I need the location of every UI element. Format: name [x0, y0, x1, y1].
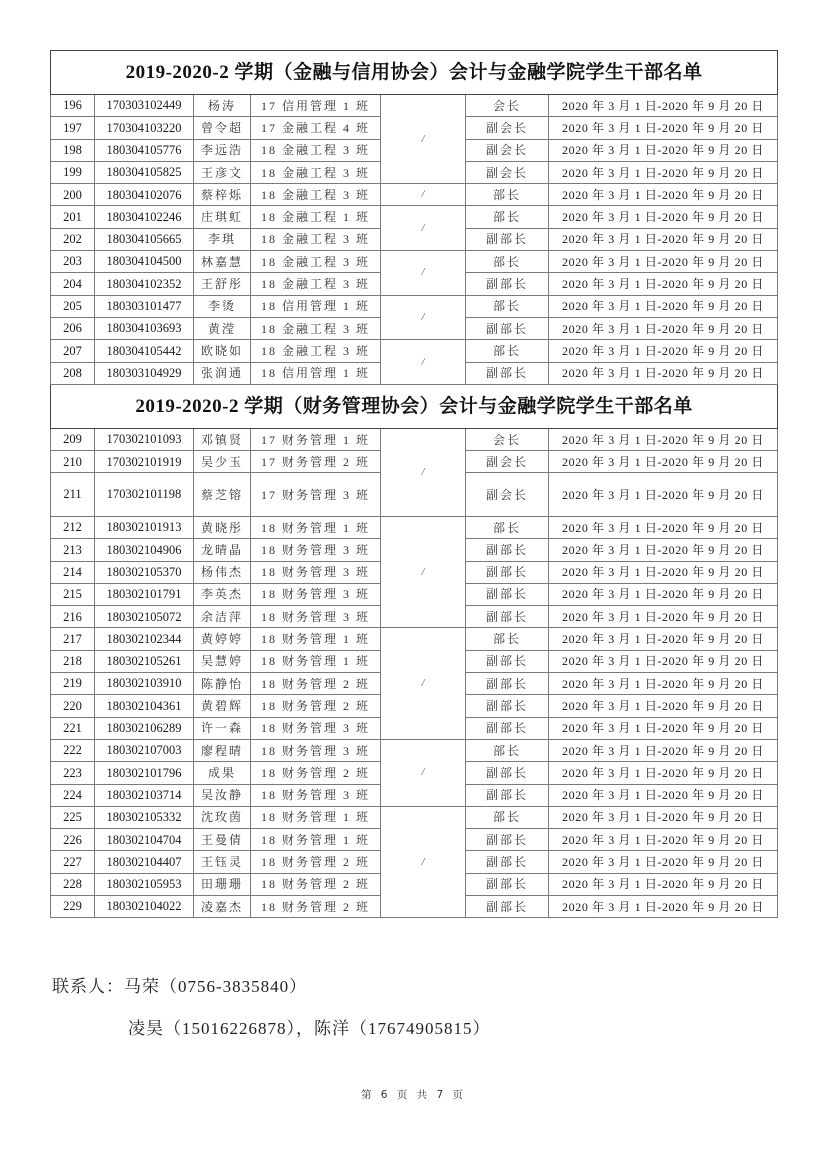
cell-class: 17 信用管理 1 班 [251, 95, 381, 117]
cell-student-id: 180303101477 [95, 295, 194, 317]
cell-serial-no: 224 [51, 784, 95, 806]
cell-serial-no: 203 [51, 251, 95, 273]
cell-serial-no: 212 [51, 516, 95, 538]
cell-position: 副部长 [466, 583, 549, 605]
cell-class: 17 财务管理 1 班 [251, 428, 381, 450]
contact-line-primary: 联系人：马荣（0756-3835840） [52, 977, 308, 996]
cell-student-name: 沈玫茵 [194, 806, 251, 828]
cell-student-name: 王彦文 [194, 161, 251, 183]
cell-class: 18 财务管理 2 班 [251, 873, 381, 895]
cell-serial-no: 216 [51, 606, 95, 628]
cell-serial-no: 205 [51, 295, 95, 317]
cell-term: 2020 年 3 月 1 日-2020 年 9 月 20 日 [549, 739, 778, 761]
section-title-row [51, 384, 778, 428]
cell-class: 18 财务管理 3 班 [251, 606, 381, 628]
cell-serial-no: 198 [51, 139, 95, 161]
cell-student-name: 林嘉慧 [194, 251, 251, 273]
cell-term: 2020 年 3 月 1 日-2020 年 9 月 20 日 [549, 606, 778, 628]
cell-student-name: 李英杰 [194, 583, 251, 605]
cell-serial-no: 220 [51, 695, 95, 717]
cell-department: / [381, 628, 466, 739]
cell-serial-no: 223 [51, 762, 95, 784]
cell-position: 部长 [466, 340, 549, 362]
cell-student-id: 180304105776 [95, 139, 194, 161]
cell-student-id: 180304102352 [95, 273, 194, 295]
cell-position: 副部长 [466, 873, 549, 895]
section-title: 2019-2020-2 学期（财务管理协会）会计与金融学院学生干部名单 [51, 384, 778, 428]
cell-student-name: 蔡芝镕 [194, 473, 251, 517]
cell-student-id: 180302105370 [95, 561, 194, 583]
cell-position: 部长 [466, 516, 549, 538]
cell-serial-no: 208 [51, 362, 95, 384]
cell-class: 18 财务管理 1 班 [251, 650, 381, 672]
table-row [51, 516, 778, 538]
cell-term: 2020 年 3 月 1 日-2020 年 9 月 20 日 [549, 228, 778, 250]
cell-class: 18 金融工程 3 班 [251, 139, 381, 161]
cell-class: 18 信用管理 1 班 [251, 295, 381, 317]
cell-class: 18 信用管理 1 班 [251, 362, 381, 384]
cell-term: 2020 年 3 月 1 日-2020 年 9 月 20 日 [549, 516, 778, 538]
cell-class: 18 财务管理 3 班 [251, 583, 381, 605]
cell-student-id: 180302107003 [95, 739, 194, 761]
cell-position: 部长 [466, 184, 549, 206]
cell-serial-no: 214 [51, 561, 95, 583]
cell-class: 18 财务管理 2 班 [251, 896, 381, 918]
cell-student-name: 杨伟杰 [194, 561, 251, 583]
cell-term: 2020 年 3 月 1 日-2020 年 9 月 20 日 [549, 340, 778, 362]
cell-term: 2020 年 3 月 1 日-2020 年 9 月 20 日 [549, 762, 778, 784]
cell-serial-no: 229 [51, 896, 95, 918]
cell-term: 2020 年 3 月 1 日-2020 年 9 月 20 日 [549, 628, 778, 650]
cell-student-name: 黄滢 [194, 317, 251, 339]
cell-class: 18 金融工程 3 班 [251, 228, 381, 250]
cell-department: / [381, 295, 466, 340]
cell-serial-no: 213 [51, 539, 95, 561]
cell-student-name: 黄婷婷 [194, 628, 251, 650]
cell-student-name: 曾令超 [194, 117, 251, 139]
cell-term: 2020 年 3 月 1 日-2020 年 9 月 20 日 [549, 251, 778, 273]
cell-class: 18 财务管理 2 班 [251, 695, 381, 717]
cell-student-id: 180304105825 [95, 161, 194, 183]
cell-student-id: 180302104407 [95, 851, 194, 873]
cell-class: 18 金融工程 3 班 [251, 251, 381, 273]
cell-student-id: 180302102344 [95, 628, 194, 650]
cell-position: 部长 [466, 628, 549, 650]
cell-term: 2020 年 3 月 1 日-2020 年 9 月 20 日 [549, 673, 778, 695]
cell-term: 2020 年 3 月 1 日-2020 年 9 月 20 日 [549, 161, 778, 183]
cell-department: / [381, 206, 466, 251]
cell-class: 18 财务管理 2 班 [251, 851, 381, 873]
cell-position: 副部长 [466, 606, 549, 628]
cell-student-name: 黄晓彤 [194, 516, 251, 538]
cell-department: / [381, 184, 466, 206]
cell-student-name: 吴汝静 [194, 784, 251, 806]
cell-serial-no: 218 [51, 650, 95, 672]
table-row [51, 340, 778, 362]
cell-student-id: 180304102246 [95, 206, 194, 228]
table-row [51, 184, 778, 206]
cell-class: 17 金融工程 4 班 [251, 117, 381, 139]
cell-student-name: 李琪 [194, 228, 251, 250]
cell-serial-no: 228 [51, 873, 95, 895]
cell-serial-no: 209 [51, 428, 95, 450]
cell-student-name: 张润通 [194, 362, 251, 384]
cell-class: 18 金融工程 3 班 [251, 161, 381, 183]
cell-class: 18 财务管理 1 班 [251, 628, 381, 650]
table-row [51, 806, 778, 828]
cell-student-name: 凌嘉杰 [194, 896, 251, 918]
cell-student-id: 180302101796 [95, 762, 194, 784]
cell-position: 副部长 [466, 829, 549, 851]
cell-term: 2020 年 3 月 1 日-2020 年 9 月 20 日 [549, 784, 778, 806]
cell-class: 18 金融工程 3 班 [251, 340, 381, 362]
cell-student-id: 180302101791 [95, 583, 194, 605]
cell-position: 副会长 [466, 139, 549, 161]
cell-student-name: 杨涛 [194, 95, 251, 117]
cell-class: 17 财务管理 3 班 [251, 473, 381, 517]
cell-class: 18 财务管理 3 班 [251, 539, 381, 561]
cell-class: 18 财务管理 3 班 [251, 561, 381, 583]
table-row [51, 428, 778, 450]
cell-student-name: 田珊珊 [194, 873, 251, 895]
cell-class: 18 金融工程 3 班 [251, 317, 381, 339]
cell-position: 会长 [466, 428, 549, 450]
cell-student-id: 180302103714 [95, 784, 194, 806]
cell-term: 2020 年 3 月 1 日-2020 年 9 月 20 日 [549, 873, 778, 895]
cell-student-id: 170303102449 [95, 95, 194, 117]
cell-term: 2020 年 3 月 1 日-2020 年 9 月 20 日 [549, 317, 778, 339]
cell-position: 部长 [466, 295, 549, 317]
cell-student-name: 余洁萍 [194, 606, 251, 628]
cell-position: 副部长 [466, 784, 549, 806]
table-row [51, 295, 778, 317]
cell-term: 2020 年 3 月 1 日-2020 年 9 月 20 日 [549, 896, 778, 918]
cell-term: 2020 年 3 月 1 日-2020 年 9 月 20 日 [549, 695, 778, 717]
cell-student-name: 蔡梓烁 [194, 184, 251, 206]
cell-position: 副部长 [466, 896, 549, 918]
cell-position: 副部长 [466, 317, 549, 339]
table-row [51, 628, 778, 650]
cell-department: / [381, 251, 466, 296]
cell-position: 部长 [466, 206, 549, 228]
cell-class: 18 财务管理 1 班 [251, 829, 381, 851]
cell-class: 18 财务管理 1 班 [251, 516, 381, 538]
cell-serial-no: 227 [51, 851, 95, 873]
cell-position: 部长 [466, 251, 549, 273]
cell-term: 2020 年 3 月 1 日-2020 年 9 月 20 日 [549, 117, 778, 139]
cell-term: 2020 年 3 月 1 日-2020 年 9 月 20 日 [549, 561, 778, 583]
cell-position: 副会长 [466, 451, 549, 473]
cell-class: 18 财务管理 2 班 [251, 762, 381, 784]
cell-class: 18 金融工程 3 班 [251, 273, 381, 295]
cell-student-id: 180302105072 [95, 606, 194, 628]
cell-serial-no: 207 [51, 340, 95, 362]
cell-student-id: 180302103910 [95, 673, 194, 695]
table-row [51, 95, 778, 117]
cell-serial-no: 226 [51, 829, 95, 851]
cell-class: 18 财务管理 2 班 [251, 673, 381, 695]
cell-student-id: 180304105665 [95, 228, 194, 250]
cell-serial-no: 225 [51, 806, 95, 828]
cell-term: 2020 年 3 月 1 日-2020 年 9 月 20 日 [549, 851, 778, 873]
cell-serial-no: 206 [51, 317, 95, 339]
cell-department: / [381, 806, 466, 917]
cell-student-id: 180302106289 [95, 717, 194, 739]
roster-body [51, 51, 778, 918]
cell-position: 副部长 [466, 561, 549, 583]
cell-student-id: 180302104361 [95, 695, 194, 717]
cell-class: 18 财务管理 3 班 [251, 739, 381, 761]
cell-term: 2020 年 3 月 1 日-2020 年 9 月 20 日 [549, 206, 778, 228]
cell-student-name: 李远浩 [194, 139, 251, 161]
cell-class: 18 金融工程 1 班 [251, 206, 381, 228]
cell-student-id: 170304103220 [95, 117, 194, 139]
cell-serial-no: 215 [51, 583, 95, 605]
cell-student-id: 170302101093 [95, 428, 194, 450]
cell-department: / [381, 516, 466, 627]
cell-student-name: 陈静怡 [194, 673, 251, 695]
cell-serial-no: 201 [51, 206, 95, 228]
cell-position: 副部长 [466, 717, 549, 739]
cell-term: 2020 年 3 月 1 日-2020 年 9 月 20 日 [549, 539, 778, 561]
cell-student-id: 170302101919 [95, 451, 194, 473]
cell-serial-no: 196 [51, 95, 95, 117]
cell-student-name: 黄碧辉 [194, 695, 251, 717]
cell-student-name: 许一森 [194, 717, 251, 739]
cell-serial-no: 221 [51, 717, 95, 739]
cell-term: 2020 年 3 月 1 日-2020 年 9 月 20 日 [549, 451, 778, 473]
cell-student-name: 王舒彤 [194, 273, 251, 295]
table-row [51, 206, 778, 228]
cell-student-id: 180304104500 [95, 251, 194, 273]
cell-serial-no: 199 [51, 161, 95, 183]
cell-position: 副部长 [466, 673, 549, 695]
cell-class: 18 金融工程 3 班 [251, 184, 381, 206]
cell-student-id: 180302105332 [95, 806, 194, 828]
cell-class: 18 财务管理 3 班 [251, 717, 381, 739]
cell-serial-no: 210 [51, 451, 95, 473]
cell-student-id: 180303104929 [95, 362, 194, 384]
cell-student-name: 欧晓如 [194, 340, 251, 362]
cell-class: 18 财务管理 3 班 [251, 784, 381, 806]
cell-term: 2020 年 3 月 1 日-2020 年 9 月 20 日 [549, 184, 778, 206]
cell-class: 18 财务管理 1 班 [251, 806, 381, 828]
cell-student-name: 邓镇贤 [194, 428, 251, 450]
cell-term: 2020 年 3 月 1 日-2020 年 9 月 20 日 [549, 829, 778, 851]
cell-position: 副部长 [466, 539, 549, 561]
cell-term: 2020 年 3 月 1 日-2020 年 9 月 20 日 [549, 139, 778, 161]
cell-serial-no: 204 [51, 273, 95, 295]
cell-position: 会长 [466, 95, 549, 117]
cell-term: 2020 年 3 月 1 日-2020 年 9 月 20 日 [549, 806, 778, 828]
cell-student-id: 180302105953 [95, 873, 194, 895]
cell-student-id: 170302101198 [95, 473, 194, 517]
cell-department: / [381, 739, 466, 806]
cell-department: / [381, 95, 466, 184]
cell-student-id: 180302101913 [95, 516, 194, 538]
cadre-roster-table [50, 50, 778, 918]
cell-position: 副会长 [466, 473, 549, 517]
cell-student-id: 180302104022 [95, 896, 194, 918]
cell-position: 副会长 [466, 117, 549, 139]
cell-term: 2020 年 3 月 1 日-2020 年 9 月 20 日 [549, 583, 778, 605]
cell-term: 2020 年 3 月 1 日-2020 年 9 月 20 日 [549, 717, 778, 739]
cell-serial-no: 219 [51, 673, 95, 695]
cell-serial-no: 217 [51, 628, 95, 650]
section-title: 2019-2020-2 学期（金融与信用协会）会计与金融学院学生干部名单 [51, 51, 778, 95]
cell-term: 2020 年 3 月 1 日-2020 年 9 月 20 日 [549, 95, 778, 117]
section-title-row [51, 51, 778, 95]
cell-position: 副部长 [466, 762, 549, 784]
cell-student-name: 成果 [194, 762, 251, 784]
cell-position: 副部长 [466, 851, 549, 873]
cell-position: 部长 [466, 806, 549, 828]
cell-student-name: 吴少玉 [194, 451, 251, 473]
cell-student-name: 庄琪虹 [194, 206, 251, 228]
cell-term: 2020 年 3 月 1 日-2020 年 9 月 20 日 [549, 428, 778, 450]
cell-student-id: 180302104704 [95, 829, 194, 851]
cell-serial-no: 202 [51, 228, 95, 250]
cell-position: 副部长 [466, 695, 549, 717]
cell-term: 2020 年 3 月 1 日-2020 年 9 月 20 日 [549, 295, 778, 317]
cell-serial-no: 211 [51, 473, 95, 517]
cell-serial-no: 200 [51, 184, 95, 206]
contact-line-secondary: 凌昊（15016226878），陈洋（17674905815） [128, 1019, 491, 1038]
cell-position: 部长 [466, 739, 549, 761]
cell-serial-no: 222 [51, 739, 95, 761]
cell-class: 17 财务管理 2 班 [251, 451, 381, 473]
cell-student-name: 廖程晴 [194, 739, 251, 761]
cell-position: 副部长 [466, 650, 549, 672]
cell-student-name: 王钰灵 [194, 851, 251, 873]
cell-student-name: 龙晴晶 [194, 539, 251, 561]
table-row [51, 251, 778, 273]
cell-student-id: 180302104906 [95, 539, 194, 561]
table-row [51, 739, 778, 761]
cell-position: 副部长 [466, 273, 549, 295]
cell-term: 2020 年 3 月 1 日-2020 年 9 月 20 日 [549, 362, 778, 384]
cell-student-name: 王曼倩 [194, 829, 251, 851]
cell-student-id: 180304105442 [95, 340, 194, 362]
cell-position: 副会长 [466, 161, 549, 183]
cell-student-id: 180302105261 [95, 650, 194, 672]
cell-student-name: 李烫 [194, 295, 251, 317]
cell-department: / [381, 340, 466, 385]
cell-serial-no: 197 [51, 117, 95, 139]
cell-student-id: 180304102076 [95, 184, 194, 206]
cell-term: 2020 年 3 月 1 日-2020 年 9 月 20 日 [549, 650, 778, 672]
cell-term: 2020 年 3 月 1 日-2020 年 9 月 20 日 [549, 473, 778, 517]
cell-position: 副部长 [466, 362, 549, 384]
cell-term: 2020 年 3 月 1 日-2020 年 9 月 20 日 [549, 273, 778, 295]
cell-position: 副部长 [466, 228, 549, 250]
page-number: 第 6 页 共 7 页 [360, 1089, 467, 1101]
cell-department: / [381, 428, 466, 516]
cell-student-name: 吴慧婷 [194, 650, 251, 672]
cell-student-id: 180304103693 [95, 317, 194, 339]
